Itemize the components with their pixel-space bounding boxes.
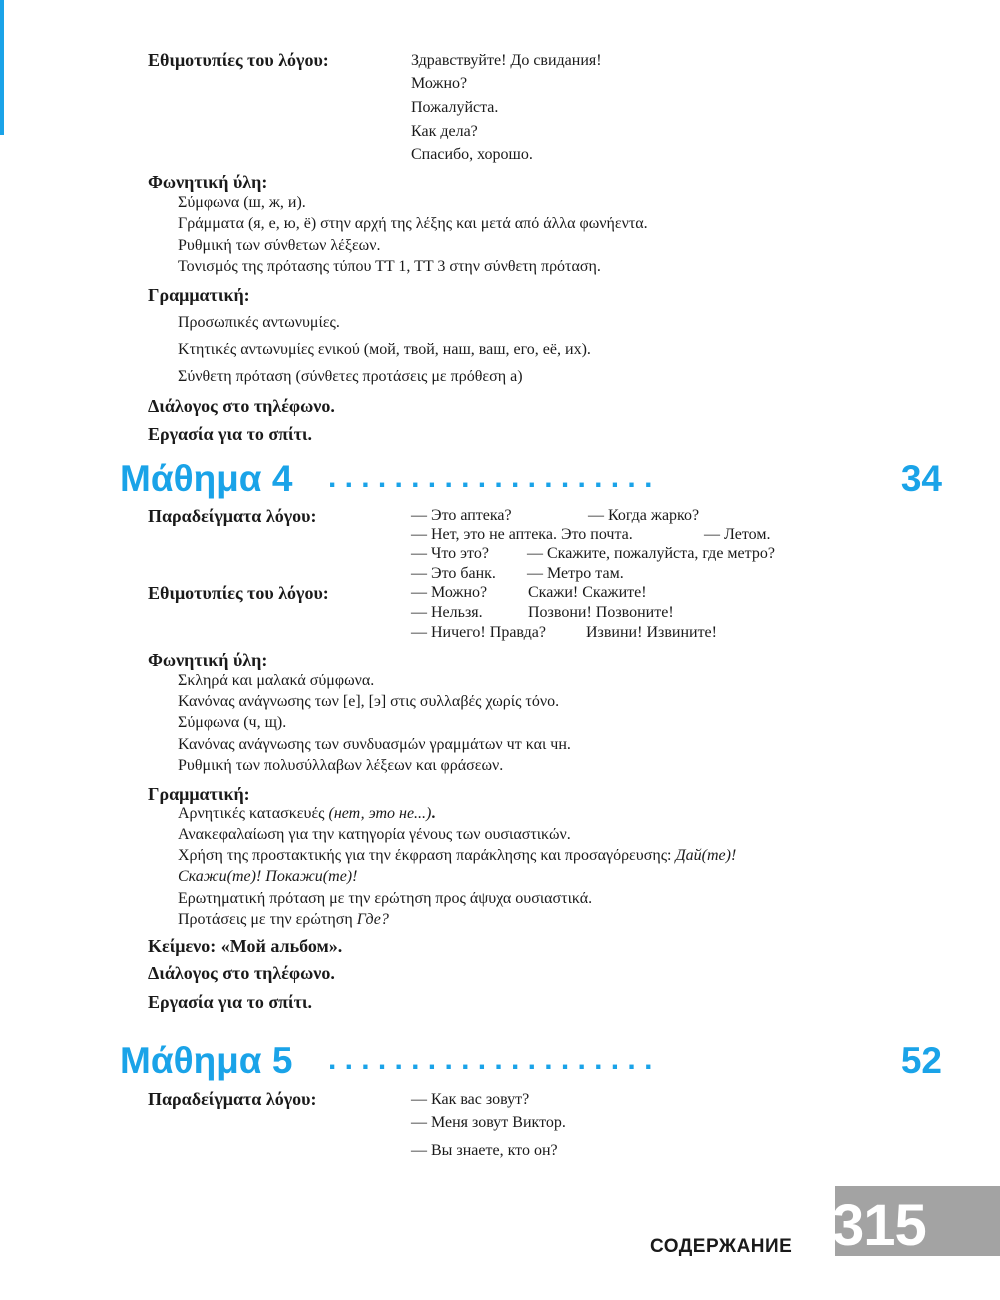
- grammar-text: Προτάσεις με την ερώτηση: [178, 911, 357, 928]
- example-line: — Летом.: [704, 526, 771, 543]
- etiquette-line: — Можно?: [411, 584, 488, 601]
- grammar-text: Αρνητικές κατασκευές: [178, 805, 329, 822]
- example-line: — Когда жарко?: [588, 507, 700, 524]
- grammar-label: Γραμματική:: [148, 285, 250, 305]
- grammar-label: Γραμματική:: [148, 784, 250, 804]
- phonetic-line: Σύμφωνα (ш, ж, и).: [178, 194, 306, 211]
- grammar-line: Κτητικές αντωνυμίες ενικού (мой, твой, наш, ваш, его, её, их).: [178, 341, 591, 358]
- grammar-example: Где?: [356, 911, 389, 928]
- etiquette-line: Извини! Извините!: [586, 624, 717, 641]
- phonetic-label: Φωνητική ύλη:: [148, 172, 268, 192]
- example-line: — Как вас зовут?: [411, 1091, 530, 1108]
- footer-page-number: 315: [832, 1193, 926, 1258]
- example-line: — Это аптека?: [411, 507, 512, 524]
- grammar-line-imperative: [178, 847, 736, 865]
- phonetic-line: Κανόνας ανάγνωσης των [е], [э] στις συλλαβές χωρίς τόνο.: [178, 693, 560, 710]
- examples-label: Παραδείγματα λόγου:: [148, 1089, 317, 1109]
- phonetic-line: Τονισμός της πρότασης τύπου ΤΤ 1, ΤΤ 3 στην σύνθετη πρόταση.: [178, 258, 601, 275]
- example-line: — Что это?: [411, 545, 489, 562]
- etiquette-line: Как дела?: [411, 123, 478, 140]
- lesson-4-page-number: 34: [900, 458, 942, 499]
- dialog-heading: Διάλογος στο τηλέφωνο.: [148, 396, 335, 416]
- etiquette-line: Спасибо, хорошо.: [411, 146, 533, 163]
- grammar-line: Ερωτηματική πρόταση με την ερώτηση προς άψυχα ουσιαστικά.: [178, 890, 593, 907]
- example-line: — Это банк.: [411, 565, 496, 582]
- grammar-text: .: [431, 805, 436, 822]
- etiquette-label: Εθιμοτυπίες του λόγου:: [148, 583, 329, 603]
- dialog-heading: Διάλογος στο τηλέφωνο.: [148, 963, 335, 983]
- phonetic-line: Ρυθμική των πολυσύλλαβων λέξεων και φράσεων.: [178, 757, 504, 774]
- grammar-example: Скажи(те)! Покажи(те)!: [178, 868, 358, 885]
- etiquette-line: Скажи! Скажите!: [528, 584, 647, 601]
- example-line: — Вы знаете, кто он?: [411, 1142, 558, 1159]
- example-line: — Метро там.: [527, 565, 624, 582]
- examples-label: Παραδείγματα λόγου:: [148, 506, 317, 526]
- grammar-line-where: [178, 911, 389, 929]
- edge-accent-bar: [0, 0, 4, 135]
- etiquette-line: Здравствуйте! До свидания!: [411, 52, 602, 69]
- grammar-example: Дай(те)!: [675, 847, 737, 864]
- phonetic-line: Ρυθμική των σύνθετων λέξεων.: [178, 237, 381, 254]
- footer-section-title: СОДЕРЖАНИЕ: [650, 1236, 793, 1257]
- lesson-5-leader-dots: ....................: [328, 1043, 661, 1076]
- example-line: — Меня зовут Виктор.: [411, 1114, 566, 1131]
- etiquette-line: Позвони! Позвоните!: [528, 604, 674, 621]
- example-line: — Нет, это не аптека. Это почта.: [411, 526, 633, 543]
- example-line: — Скажите, пожалуйста, где метро?: [527, 545, 775, 562]
- grammar-line: Ανακεφαλαίωση για την κατηγορία γένους των ουσιαστικών.: [178, 826, 571, 843]
- lesson-4-leader-dots: ....................: [328, 461, 661, 494]
- phonetic-line: Κανόνας ανάγνωσης των συνδυασμών γραμμάτων чт και чн.: [178, 736, 571, 753]
- homework-heading: Εργασία για το σπίτι.: [148, 992, 312, 1012]
- etiquette-line: — Нельзя.: [411, 604, 483, 621]
- grammar-example: (нет, это не...): [328, 805, 432, 822]
- etiquette-line: Пожалуйста.: [411, 99, 499, 116]
- lesson-4-title: Μάθημα 4: [120, 458, 293, 499]
- homework-heading: Εργασία για το σπίτι.: [148, 424, 312, 444]
- phonetic-line: Γράμματα (я, е, ю, ё) στην αρχή της λέξης και μετά από άλλα φωνήεντα.: [178, 215, 648, 232]
- grammar-line: Σύνθετη πρόταση (σύνθετες προτάσεις με πρόθεση а): [178, 368, 523, 385]
- grammar-line: Προσωπικές αντωνυμίες.: [178, 314, 340, 331]
- lesson-5-page-number: 52: [900, 1040, 942, 1081]
- grammar-line-negation: [178, 805, 435, 823]
- phonetic-label: Φωνητική ύλη:: [148, 650, 268, 670]
- lesson-5-title: Μάθημα 5: [120, 1040, 293, 1081]
- grammar-text: Χρήση της προστακτικής για την έκφραση παράκλησης και προσαγόρευσης:: [178, 847, 676, 864]
- etiquette-line: — Ничего! Правда?: [411, 624, 546, 641]
- etiquette-line: Можно?: [411, 75, 468, 92]
- phonetic-line: Σκληρά και μαλακά σύμφωνα.: [178, 672, 375, 689]
- etiquette-label: Εθιμοτυπίες του λόγου:: [148, 50, 329, 70]
- text-heading: Κείμενο: «Мой альбом».: [148, 936, 343, 956]
- phonetic-line: Σύμφωνα (ч, щ).: [178, 714, 287, 731]
